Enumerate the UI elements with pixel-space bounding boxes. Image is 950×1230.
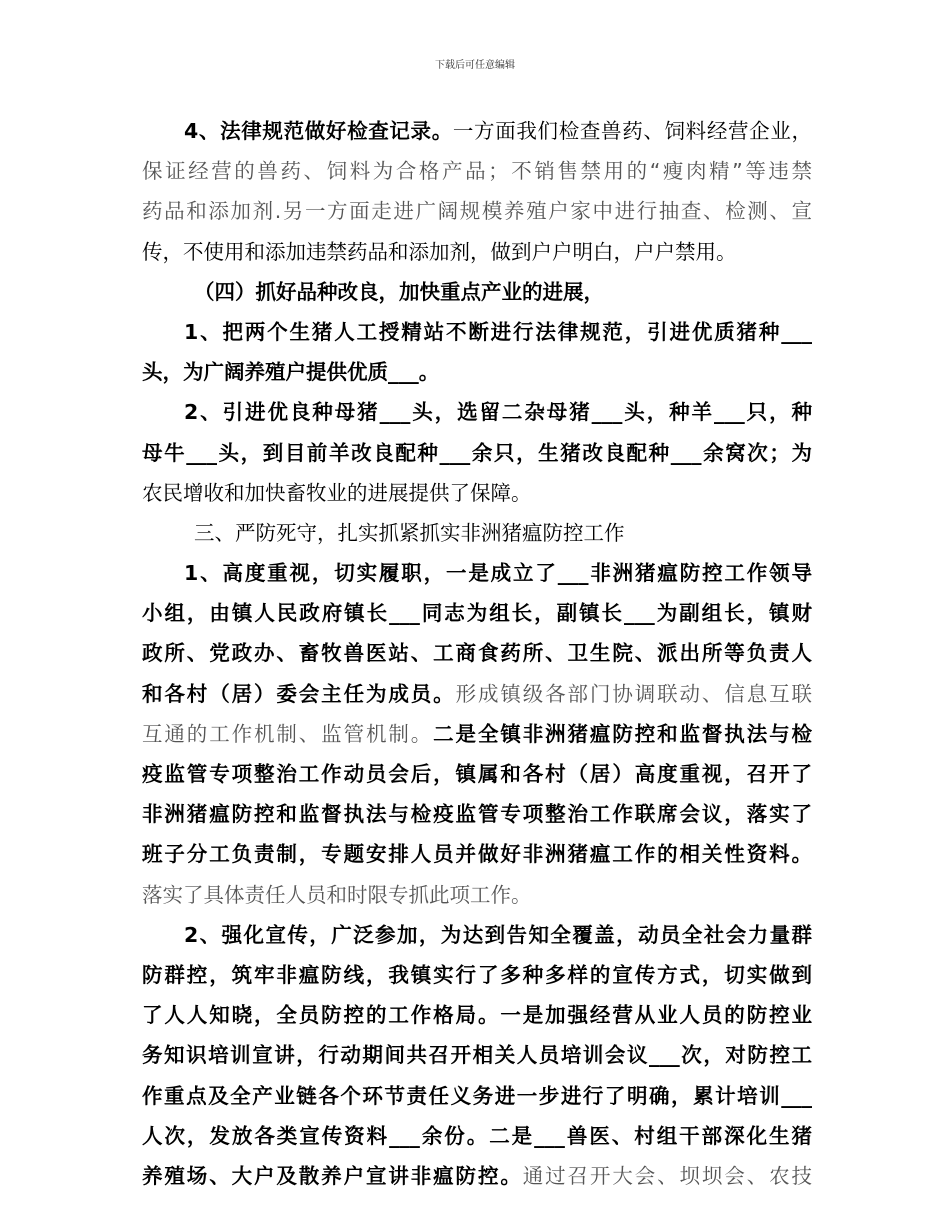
text-line xyxy=(142,995,812,1035)
text-run: 人次，发放各类宣传资料___余份。二是___兽医、村组干部深化生猪 xyxy=(142,1123,812,1148)
text-line xyxy=(142,875,812,915)
text-run: 2、引进优良种母猪___头，选留二杂母猪___头，种羊___只，种 xyxy=(184,400,812,425)
document-body xyxy=(142,111,812,1196)
text-line xyxy=(142,1035,812,1075)
text-line xyxy=(142,553,812,593)
text-run: 防群控，筑牢非瘟防线，我镇实行了多种多样的宣传方式，切实做到 xyxy=(142,962,812,987)
text-run: 4、法律规范做好检查记录。 xyxy=(184,119,453,143)
text-run: 1、高度重视，切实履职，一是成立了___非洲猪瘟防控工作领导 xyxy=(184,561,812,586)
text-line xyxy=(142,1076,812,1116)
text-run: 了人人知晓，全员防控的工作格局。一是加强经营从业人员的防控业 xyxy=(142,1003,812,1028)
text-run: 非洲猪瘟防控和监督执法与检疫监管专项整治工作联席会议，落实了 xyxy=(142,802,812,827)
text-line xyxy=(142,312,812,352)
text-line xyxy=(142,834,812,874)
text-line xyxy=(142,151,812,191)
text-line xyxy=(142,473,812,513)
text-run: 政所、党政办、畜牧兽医站、工商食药所、卫生院、派出所等负责人 xyxy=(142,641,812,666)
text-line xyxy=(142,915,812,955)
text-line xyxy=(142,232,812,272)
text-run: 班子分工负责制，专题安排人员并做好非洲猪瘟工作的相关性资料。 xyxy=(142,842,812,867)
text-run: 农民增收和加快畜牧业的进展提供了保障。 xyxy=(142,480,532,505)
text-line xyxy=(142,433,812,473)
text-line xyxy=(142,674,812,714)
text-run: 和各村（居）委会主任为成员。 xyxy=(142,681,456,706)
text-line xyxy=(142,191,812,231)
text-line xyxy=(142,513,812,553)
page-header: 下载后可任意编辑 xyxy=(435,60,515,71)
text-run: 二是全镇非洲猪瘟防控和监督执法与检 xyxy=(433,721,812,746)
text-run: 互通的工作机制、监管机制。 xyxy=(142,721,434,746)
text-run: 头，为广阔养殖户提供优质___。 xyxy=(142,360,440,385)
text-line xyxy=(142,392,812,432)
text-run: 保证经营的兽药、饲料为合格产品；不销售禁用的“瘦肉精”等违禁 xyxy=(142,159,812,184)
text-run: 2、强化宣传，广泛参加，为达到告知全覆盖，动员全社会力量群 xyxy=(184,922,812,947)
text-run: 作重点及全产业链各个环节责任义务进一步进行了明确，累计培训___ xyxy=(142,1083,812,1108)
text-line xyxy=(142,754,812,794)
text-line xyxy=(142,794,812,834)
text-line xyxy=(142,352,812,392)
text-line xyxy=(142,272,812,312)
text-run: 小组，由镇人民政府镇长___同志为组长，副镇长___为副组长，镇财 xyxy=(142,601,812,626)
text-run: 母牛___头，到目前羊改良配种___余只，生猪改良配种___余窝次；为 xyxy=(142,440,812,465)
text-line xyxy=(142,714,812,754)
text-run: 三、严防死守，扎实抓紧抓实非洲猪瘟防控工作 xyxy=(194,520,625,545)
text-run: 养殖场、大户及散养户宣讲非瘟防控。 xyxy=(142,1163,523,1188)
text-line xyxy=(142,111,812,151)
text-run: 形成镇级各部门协调联动、信息互联 xyxy=(455,681,812,706)
text-run: 务知识培训宣讲，行动期间共召开相关人员培训会议___次，对防控工 xyxy=(142,1043,812,1068)
text-run: 传，不使用和添加违禁药品和添加剂，做到户户明白，户户禁用。 xyxy=(142,239,737,264)
text-run: 药品和添加剂.另一方面走进广阔规模养殖户家中进行抽查、检测、宣 xyxy=(142,199,812,224)
text-line xyxy=(142,633,812,673)
text-run: 通过召开大会、坝坝会、农技 xyxy=(522,1163,812,1188)
text-run: 一方面我们检查兽药、饲料经营企业， xyxy=(452,119,812,143)
text-run: 1、把两个生猪人工授精站不断进行法律规范，引进优质猪种___ xyxy=(184,319,812,344)
text-run: （四）抓好品种改良，加快重点产业的进展， xyxy=(194,279,604,304)
text-line xyxy=(142,1116,812,1156)
text-line xyxy=(142,1156,812,1196)
text-line xyxy=(142,955,812,995)
text-run: 疫监管专项整治工作动员会后，镇属和各村（居）高度重视，召开了 xyxy=(142,762,812,786)
text-run: 落实了具体责任人员和时限专抓此项工作。 xyxy=(142,882,532,907)
text-line xyxy=(142,593,812,633)
